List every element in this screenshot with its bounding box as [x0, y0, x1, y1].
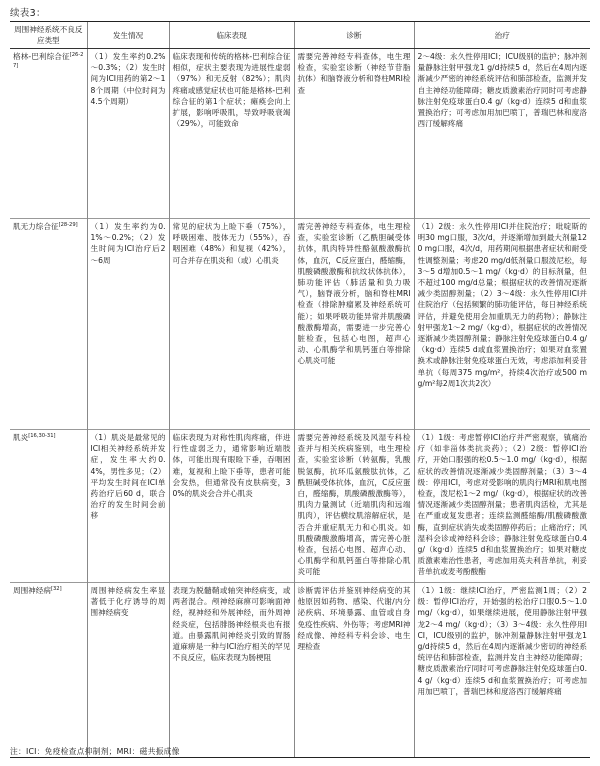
citation: [28-29] — [58, 222, 78, 228]
treatment-cell: 2～4级：永久性停用ICI；ICU级别的监护；脉冲剂量静脉注射甲强龙1 g/d持续5 d，然后在4周内逐渐减少严密的神经系统评估和肺部检查，监测并发自主神经功能障碍；糖皮质激素治疗同时可考虑静脉注射免疫球蛋白0.4 g/（kg·d）连续5 d和血浆置换治疗；可考虑加用加巴喷丁，普瑞巴林和度洛西汀缓解疼痛 — [414, 49, 590, 219]
header-type: 周围神经系统不良反应类型 — [10, 22, 87, 49]
table-row — [10, 430, 590, 583]
header-treatment: 治疗 — [414, 22, 590, 49]
type-name: 肌炎 — [13, 433, 29, 442]
citation: [16,30-31] — [28, 433, 56, 439]
table-row — [10, 49, 590, 219]
citation: [32] — [50, 586, 62, 592]
type-cell — [10, 430, 87, 583]
type-cell — [10, 49, 87, 219]
treatment-cell: （1）2级：永久性停用ICI并住院治疗；吡啶斯的明30 mg口服，3次/d，并逐渐增加到最大剂量120 mg口服，4次/d，用药期间根据患者症状和耐受性调整剂量；考虑20 mg/d低剂量口服泼尼松，每3～5 d增加0.5～1 mg/（kg·d）的目标剂量，但不超过100 mg/d总量；根据症状的改善情况逐渐减少类固醇剂量；（2）3～4级：永久性停用ICI并住院治疗（包括频繁的肺功能评估，每日神经系统评估，并避免使用会加重肌无力的药物）；静脉注射甲强龙1～2 mg/（kg·d），根据症状的改善情况逐渐减少类固醇剂量；静脉注射免疫球蛋白0.4 g/（kg·d）连续5 d或血浆置换治疗；如果对血浆置换术或静脉注射免疫球蛋白无效，考虑添加利妥昔单抗（每周375 mg/m²，持续4次治疗或500 mg/m²每2周1次共2次） — [414, 219, 590, 430]
type-name: 格林-巴利综合征 — [13, 52, 70, 61]
type-name: 周围神经病 — [13, 586, 51, 595]
incidence-cell: （1）发生率约为0.1%～0.2%；（2）发生时间为ICI治疗后2～6周 — [87, 219, 169, 430]
clinical-cell: 表现为脱髓鞘或轴突神经病变，或两者混合。颅神经麻痹可影响面神经，视神经和外展神经，而外周神经炎症，包括腓肠神经根炎也有报道。由暴露肌间神经炎引致的胃肠道麻痹是一种与ICI治疗相关的罕见不良反应，临床表现为肠梗阻 — [169, 583, 294, 758]
header-diagnosis: 诊断 — [294, 22, 414, 49]
type-cell — [10, 219, 87, 430]
header-incidence: 发生情况 — [87, 22, 169, 49]
table-row — [10, 219, 590, 430]
table-header-row — [10, 22, 590, 49]
incidence-cell: （1）肌炎是最常见的ICI相关神经系统并发症，发生率大约0.4%，男性多见；（2）平均发生时间在ICI单药治疗后60 d，联合治疗的发生时间会前移 — [87, 430, 169, 583]
incidence-cell: （1）发生率约0.2%～0.3%；（2）发生时间为ICI用药的第2～18个周期（中位时间为4.5个周期） — [87, 49, 169, 219]
treatment-cell: （1）1级：考虑暂停ICI治疗并严密观察，镇痛治疗（如非甾体类抗炎药）；（2）2级：暂停ICI治疗，开始口服强的松0.5～1.0 mg/（kg·d），根据症状的改善情况逐渐减少类固醇剂量；（3）3～4级：停用ICI，考虑对受影响的肌肉行MRI和肌电图检查，泼尼松1～2 mg/（kg·d），根据症状的改善情况逐渐减少类固醇剂量；患者肌肉活检，尤其是在严重或复发患者；连续监测醛缩酶/肌酸磷酸激酶，直到症状消失或类固醇停药后；止痛治疗；风湿科会诊或神经科会诊；静脉注射免疫球蛋白0.4 g/（kg·d）连续5 d和血浆置换治疗；如果对糖皮质激素难治性患者，考虑加用英夫利昔单抗，利妥昔单抗或麦考酚酸酯 — [414, 430, 590, 583]
diagnosis-cell: 需要完善神经系统及风湿专科检查并与相关疾病鉴别，电生理检查，实验室诊断（转氨酶，乳酸脱氢酶，抗环瓜氨酸肽抗体，乙酰胆碱受体抗体，血沉，C反应蛋白，醛缩酶，肌酸磷酸激酶等），肌肉力量测试（近端肌肉和远端肌肉），评估横纹肌溶解症状，是否合并重症肌无力和心肌炎。如肌酸磷酸激酶增高，需完善心脏检查，包括心电图、超声心动、心肌酶学和肌钙蛋白等排除心肌炎可能 — [294, 430, 414, 583]
type-name: 肌无力综合征 — [13, 222, 59, 231]
incidence-cell: 周围神经病发生率显著低于化疗诱导的周围神经病变 — [87, 583, 169, 758]
neuro-adverse-events-table — [10, 21, 590, 758]
treatment-cell: （1）1级：继续ICI治疗，严密监测1周；（2）2级：暂停ICI治疗，开始强的松治疗口服0.5～1.0 mg/（kg·d），如果继续进展，使用静脉注射甲强龙2～4 mg/（kg·d）；（3）3～4级：永久性停用ICI，ICU级别的监护，脉冲剂量静脉注射甲强龙1 g/d持续5 d，然后在4周内逐渐减少密切的神经系统评估和肺部检查，监测并发自主神经功能障碍；糖皮质激素治疗同时可考虑静脉注射免疫球蛋白0.4 g/（kg·d）连续5 d和血浆置换治疗；可考虑加用加巴喷丁，普瑞巴林和度洛西汀缓解疼痛 — [414, 583, 590, 758]
clinical-cell: 临床表现为对称性肌肉疼痛，伴进行性虚弱乏力，通常影响近端肢体，可能出现有眼睑下垂，吞咽困难，复视和上睑下垂等，患者可能会发热，但通常没有皮肤病变，30%的肌炎会合并心肌炎 — [169, 430, 294, 583]
type-cell — [10, 583, 87, 758]
table-row — [10, 583, 590, 758]
clinical-cell: 常见的症状为上睑下垂（75%），呼吸困难、肢体无力（55%），吞咽困难（48%）和复视（42%），可合并存在肌炎和（或）心肌炎 — [169, 219, 294, 430]
header-clinical: 临床表现 — [169, 22, 294, 49]
table-footnote: 注：ICI：免疫检查点抑制剂；MRI：磁共振成像 — [10, 747, 180, 756]
citation: [26-27] — [13, 52, 84, 70]
diagnosis-cell: 诊断需评估并鉴别神经病变的其他原因如药物、感染、代谢/内分泌疾病、环境暴露、血管或自身免疫性疾病、外伤等；考虑MRI神经成像、神经科专科会诊、电生理检查 — [294, 583, 414, 758]
continued-table-label: 续表3： — [10, 8, 46, 19]
diagnosis-cell: 需要完善神经专科查体，电生理检查，实验室诊断（神经节苷脂抗体）和脑脊液分析和脊柱MRI检查 — [294, 49, 414, 219]
diagnosis-cell: 需完善神经专科查体，电生理检查，实验室诊断（乙酰胆碱受体抗体，肌肉特异性酪氨酸激酶抗体，血沉，C反应蛋白，醛缩酶，肌酸磷酸激酶和抗纹状体抗体），肺功能评估（肺活量和负力吸气），脑脊液分析，脑和脊柱MRI检查（排除肿瘤累及神经系统可能）；如果呼吸功能异常并肌酸磷酸激酶增高，需要进一步完善心脏检查，包括心电图，超声心动、心肌酶学和肌钙蛋白等排除心肌炎可能 — [294, 219, 414, 430]
clinical-cell: 临床表现和传统的格林-巴利综合征相似，症状主要表现为进展性虚弱（97%）和无反射（82%）；肌肉疼痛或感觉症状也可能是格林-巴利综合征的第1个症状；瘫痪会向上扩展，影响呼吸肌，导致呼吸衰竭（29%），可能致命 — [169, 49, 294, 219]
